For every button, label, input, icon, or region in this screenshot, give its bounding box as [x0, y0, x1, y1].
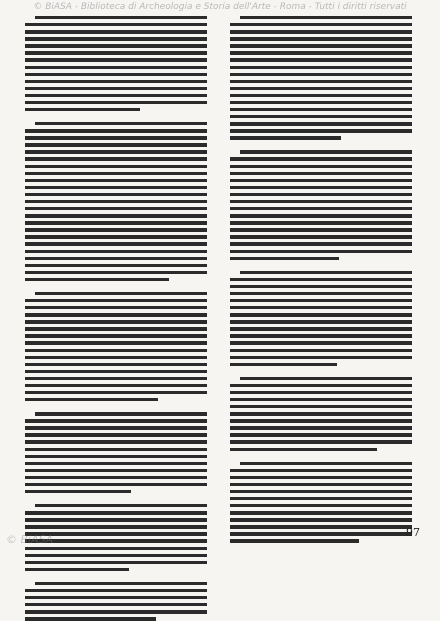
text-line	[230, 23, 412, 26]
text-line	[230, 518, 412, 521]
text-line	[230, 165, 412, 168]
text-line	[230, 172, 412, 175]
text-line	[25, 150, 207, 153]
text-line	[230, 363, 337, 366]
text-line	[25, 320, 207, 323]
text-line	[230, 235, 412, 238]
text-line	[25, 221, 207, 224]
text-line	[230, 539, 359, 542]
text-line	[230, 327, 412, 330]
text-line	[25, 426, 207, 429]
text-line	[25, 228, 207, 231]
text-line	[230, 440, 412, 443]
text-line	[240, 150, 412, 153]
text-line	[230, 398, 412, 401]
text-line	[25, 603, 207, 606]
text-line	[25, 561, 207, 564]
text-line	[25, 165, 207, 168]
text-line	[230, 306, 412, 309]
text-line	[25, 172, 207, 175]
text-line	[25, 349, 207, 352]
text-line	[240, 271, 412, 274]
text-line	[25, 193, 207, 196]
text-line	[230, 257, 339, 260]
text-line	[35, 582, 207, 585]
text-line	[230, 313, 412, 316]
text-line	[25, 278, 169, 281]
text-line	[25, 440, 207, 443]
text-line	[230, 483, 412, 486]
text-line	[230, 37, 412, 40]
text-line	[230, 299, 412, 302]
text-line	[240, 462, 412, 465]
text-line	[35, 292, 207, 295]
text-line	[230, 285, 412, 288]
text-line	[25, 44, 207, 47]
text-line	[25, 66, 207, 69]
text-line	[25, 547, 207, 550]
text-line	[25, 250, 207, 253]
text-line	[25, 483, 207, 486]
text-line	[25, 327, 207, 330]
text-line	[25, 157, 207, 160]
text-line	[230, 391, 412, 394]
text-line	[240, 377, 412, 380]
text-line	[25, 37, 207, 40]
page-header: © BiASA - Biblioteca di Archeologia e Storia dell'Arte - Roma - Tutti i diritti riservati	[33, 2, 407, 12]
text-line	[230, 122, 412, 125]
text-line	[25, 306, 207, 309]
text-line	[35, 412, 207, 415]
text-line	[25, 143, 207, 146]
text-line	[35, 16, 207, 19]
text-line	[25, 617, 156, 620]
text-line	[25, 136, 207, 139]
text-line	[25, 87, 207, 90]
text-line	[230, 426, 412, 429]
text-line	[25, 554, 207, 557]
text-line	[230, 87, 412, 90]
text-line	[230, 242, 412, 245]
text-line	[25, 363, 207, 366]
text-line	[25, 384, 207, 387]
text-line	[230, 356, 412, 359]
text-line	[25, 73, 207, 76]
text-line	[230, 292, 412, 295]
text-line	[230, 30, 412, 33]
text-line	[230, 101, 412, 104]
text-line	[240, 16, 412, 19]
text-line	[25, 179, 207, 182]
text-line	[25, 462, 207, 465]
text-line	[230, 221, 412, 224]
text-line	[230, 320, 412, 323]
text-line	[25, 568, 129, 571]
text-line	[25, 334, 207, 337]
text-line	[230, 193, 412, 196]
text-line	[25, 242, 207, 245]
text-line	[230, 384, 412, 387]
text-line	[230, 341, 412, 344]
text-line	[230, 504, 412, 507]
text-line	[25, 433, 207, 436]
text-line	[25, 596, 207, 599]
text-line	[25, 511, 207, 514]
text-line	[35, 504, 207, 507]
text-line	[25, 377, 207, 380]
text-line	[230, 94, 412, 97]
text-line	[230, 476, 412, 479]
text-line	[25, 51, 207, 54]
text-line	[25, 299, 207, 302]
text-line	[25, 58, 207, 61]
text-line	[25, 23, 207, 26]
text-line	[25, 356, 207, 359]
text-line	[230, 419, 412, 422]
text-line	[25, 30, 207, 33]
text-line	[25, 518, 207, 521]
watermark: © BiASA	[6, 533, 54, 546]
text-line	[230, 51, 412, 54]
text-line	[230, 532, 412, 535]
text-line	[25, 264, 207, 267]
text-line	[230, 469, 412, 472]
text-line	[230, 136, 341, 139]
text-line	[230, 44, 412, 47]
text-line	[230, 179, 412, 182]
body-column-left	[25, 16, 207, 521]
text-line	[25, 419, 207, 422]
text-line	[230, 412, 412, 415]
text-line	[230, 66, 412, 69]
text-line	[230, 433, 412, 436]
text-line	[230, 73, 412, 76]
text-line	[230, 200, 412, 203]
text-line	[230, 490, 412, 493]
text-line	[25, 200, 207, 203]
text-line	[230, 405, 412, 408]
text-line	[230, 525, 412, 528]
text-line	[25, 448, 207, 451]
text-line	[25, 490, 131, 493]
text-line	[25, 313, 207, 316]
page-number: 97	[406, 526, 420, 539]
text-line	[25, 186, 207, 189]
text-line	[25, 80, 207, 83]
text-line	[25, 391, 207, 394]
text-line	[25, 341, 207, 344]
text-line	[230, 349, 412, 352]
text-line	[25, 108, 140, 111]
text-line	[230, 511, 412, 514]
text-line	[230, 108, 412, 111]
text-line	[230, 129, 412, 132]
text-line	[25, 235, 207, 238]
text-line	[230, 115, 412, 118]
text-line	[230, 448, 377, 451]
text-line	[25, 370, 207, 373]
text-line	[230, 214, 412, 217]
text-line	[230, 58, 412, 61]
text-line	[230, 207, 412, 210]
text-line	[230, 250, 412, 253]
text-line	[25, 476, 207, 479]
text-line	[25, 525, 207, 528]
text-line	[25, 455, 207, 458]
text-line	[25, 398, 158, 401]
text-line	[230, 80, 412, 83]
text-line	[25, 271, 207, 274]
text-line	[230, 334, 412, 337]
text-line	[230, 186, 412, 189]
text-line	[25, 469, 207, 472]
text-line	[25, 129, 207, 132]
text-line	[25, 207, 207, 210]
text-line	[25, 101, 207, 104]
text-line	[25, 610, 207, 613]
body-column-right	[230, 16, 412, 521]
text-line	[230, 228, 412, 231]
text-line	[230, 157, 412, 160]
text-line	[25, 94, 207, 97]
text-line	[25, 257, 207, 260]
text-line	[230, 497, 412, 500]
text-line	[25, 214, 207, 217]
text-line	[25, 589, 207, 592]
text-line	[35, 122, 207, 125]
text-line	[230, 278, 412, 281]
